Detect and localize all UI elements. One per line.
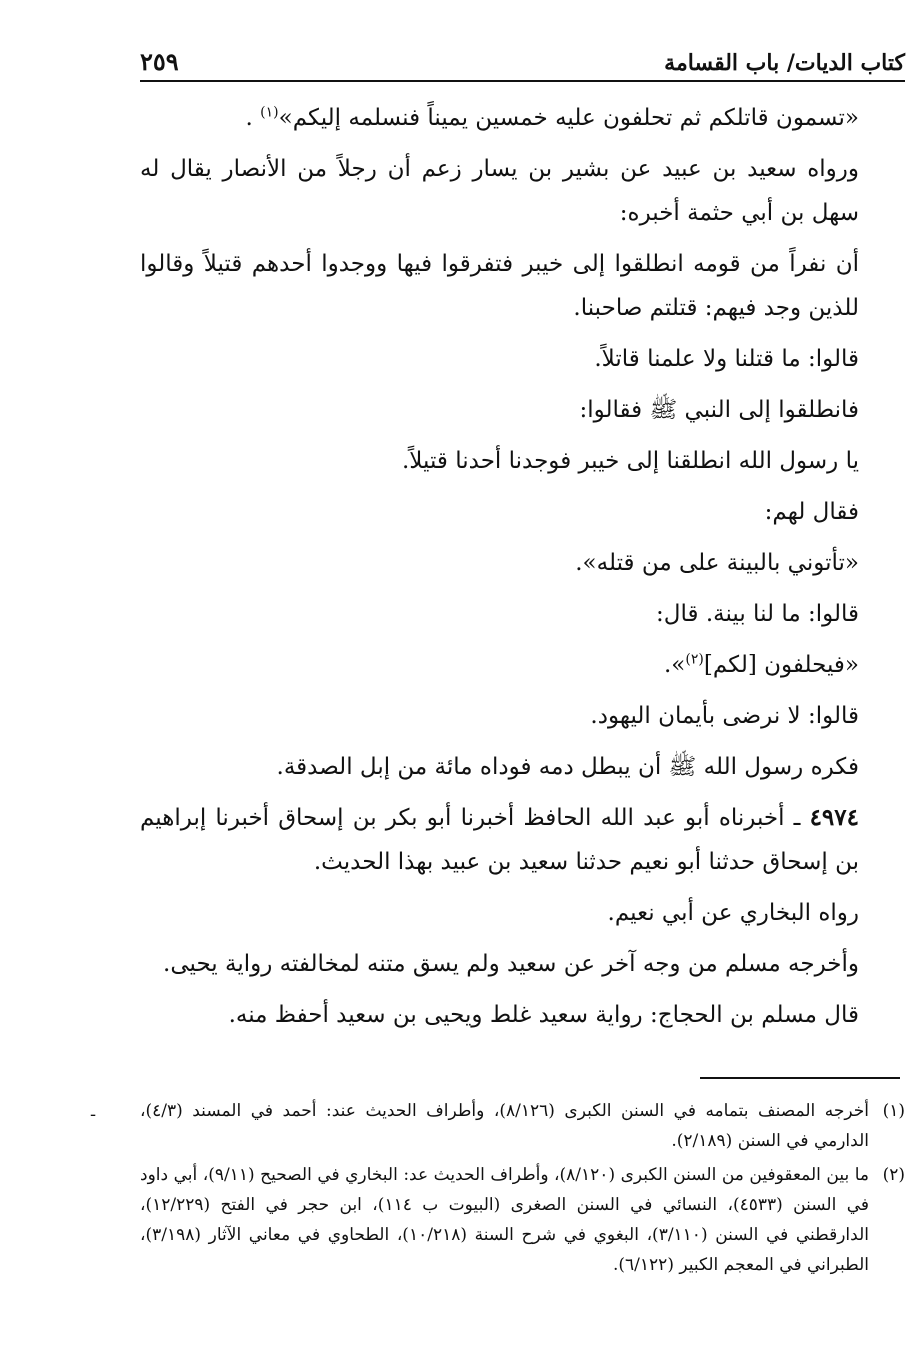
footnote-number: (٢) (882, 1165, 905, 1185)
footnote-number: (١) (882, 1101, 905, 1121)
paragraph: أن نفراً من قومه انطلقوا إلى خيبر فتفرقوا فيها ووجدوا أحدهم قتيلاً وقالوا للذين وجد فيهم: قتلتم صاحبنا. (140, 251, 859, 321)
margin-mark: - (90, 1104, 97, 1125)
paragraph: قالوا: ما قتلنا ولا علمنا قاتلاً. (594, 346, 859, 372)
paragraph-tail: . (245, 105, 261, 131)
paragraph (140, 96, 905, 140)
paragraph: رواه البخاري عن أبي نعيم. (607, 900, 859, 926)
paragraph-text: «تسمون قاتلكم ثم تحلفون عليه خمسين يميناً فنسلمه إليكم» (278, 105, 859, 131)
header-title: كتاب الديات/ باب القسامة (664, 50, 905, 76)
paragraph: فانطلقوا إلى النبي ﷺ فقالوا: (579, 397, 859, 423)
footnote-ref: (١) (260, 104, 279, 121)
paragraph-tail: ». (663, 652, 686, 678)
footnote-text: ما بين المعقوفين من السنن الكبرى (٨/١٢٠)، وأطراف الحديث عد: البخاري في الصحيح (٩/١١)، أبي داود في السنن (٤٥٣٣)، النسائي في السنن الصغرى (البيوت ب ١١٤)، ابن حجر في الفتح (١٢/٢٢٩)، الدارقطني في السنن (٣/١١٠)، البغوي في شرح السنة (١٠/٢١٨)، الطحاوي في معاني الآثار (٣/١٩٨)، الطبراني في المعجم الكبير (٦/١٢٢). (140, 1165, 870, 1275)
footnote (140, 1160, 905, 1280)
footnote-text: أخرجه المصنف بتمامه في السنن الكبرى (٨/١٢٦)، وأطراف الحديث عند: أحمد في المسند (٤/٣)، الدارمي في السنن (٢/١٨٩). (140, 1101, 869, 1151)
paragraph: قال مسلم بن الحجاج: رواية سعيد غلط ويحيى بن سعيد أحفظ منه. (228, 1002, 859, 1028)
page-number: ٢٥٩ (140, 47, 179, 76)
footnote-ref: (٢) (685, 651, 704, 668)
paragraph: «تأتوني بالبينة على من قتله». (575, 550, 859, 576)
running-header (140, 42, 905, 82)
paragraph: ورواه سعيد بن عبيد عن بشير بن يسار زعم أن رجلاً من الأنصار يقال له سهل بن أبي حثمة أخبره: (140, 156, 859, 226)
main-text (140, 96, 905, 1044)
footnote-separator (700, 1077, 900, 1079)
paragraph-text: ـ أخبرناه أبو عبد الله الحافظ أخبرنا أبو بكر بن إسحاق أخبرنا إبراهيم بن إسحاق حدثنا أبو نعيم حدثنا سعيد بن عبيد بهذا الحديث. (140, 805, 859, 875)
paragraph: قالوا: لا نرضى بأيمان اليهود. (590, 703, 859, 729)
paragraph: قالوا: ما لنا بينة. قال: (656, 601, 859, 627)
footnotes (140, 1096, 905, 1284)
paragraph-text: «فيحلفون [لكم] (703, 652, 859, 678)
paragraph: وأخرجه مسلم من وجه آخر عن سعيد ولم يسق متنه لمخالفته رواية يحيى. (163, 951, 859, 977)
paragraph: فكره رسول الله ﷺ أن يبطل دمه فوداه مائة من إبل الصدقة. (276, 754, 859, 780)
footnote (140, 1096, 905, 1156)
hadith-paragraph (140, 796, 905, 884)
paragraph: فقال لهم: (764, 499, 859, 525)
paragraph: يا رسول الله انطلقنا إلى خيبر فوجدنا أحدنا قتيلاً. (401, 448, 859, 474)
paragraph (140, 643, 905, 687)
hadith-number: ٤٩٧٤ (809, 804, 859, 831)
